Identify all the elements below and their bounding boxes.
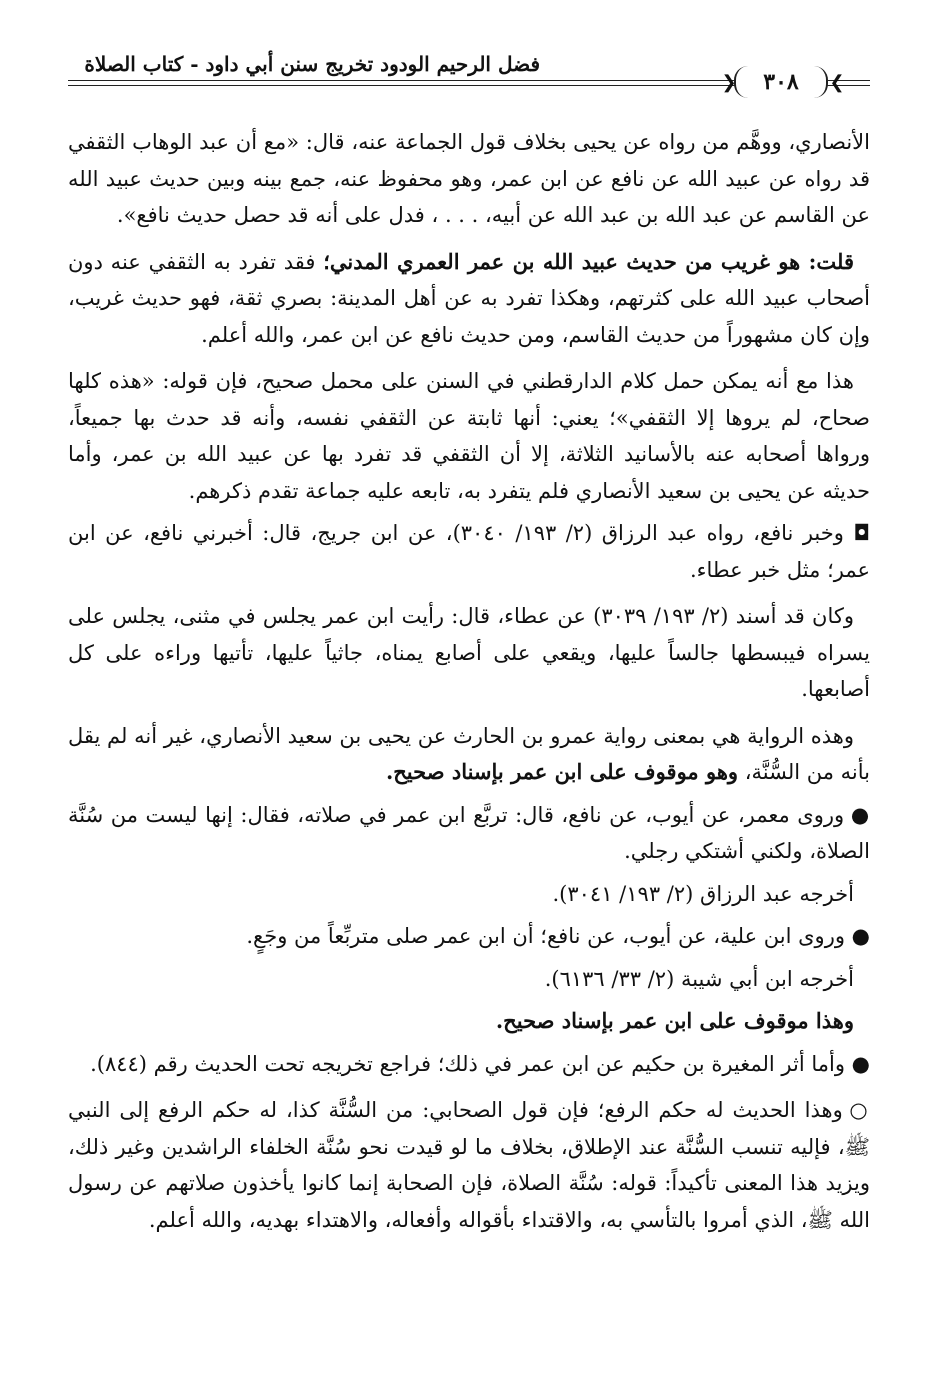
paragraph-text: وهذا الحديث له حكم الرفع؛ فإن قول الصحابي: من السُّنَّة كذا، له حكم الرفع إلى النبي ﷺ، فإليه تنسب السُّنَّة عند الإطلاق، بخلاف ما لو قيدت نحو سُنَّة الخلفاء الراشدين وغير ذلك، ويزيد هذا المعنى تأكيداً: قوله: سُنَّة الصلاة، فإن الصحابة إنما كانوا يأخذون صلاتهم عن رسول الله ﷺ، الذي أمروا بالتأسي به، والاقتداء بأقواله وأفعاله، والاهتداء بهديه، والله أعلم.	[68, 1098, 870, 1232]
paragraph-text: أخرجه عبد الرزاق (٢/ ١٩٣/ ٣٠٤١).	[552, 881, 854, 906]
paragraph-text: وأما أثر المغيرة بن حكيم عن ابن عمر في ذلك؛ فراجع تخريجه تحت الحديث رقم (٨٤٤).	[90, 1051, 852, 1076]
paragraph-text: وروى معمر، عن أيوب، عن نافع، قال: تربَّع ابن عمر في صلاته، فقال: إنها ليست من سُنَّة الصلاة، ولكني أشتكي رجلي.	[68, 802, 870, 863]
bullet-icon: ●	[851, 1051, 870, 1076]
paragraph-text: أخرجه ابن أبي شيبة (٢/ ٣٣/ ٦١٣٦).	[544, 966, 854, 991]
bullet-icon: ●	[851, 924, 870, 948]
paragraph-bold-tail: وهو موقوف على ابن عمر بإسناد صحيح.	[385, 759, 739, 784]
bullet-icon: ●	[850, 802, 871, 827]
paragraph	[68, 1003, 870, 1040]
circle-bullet-icon: ○	[849, 1098, 870, 1122]
paragraph-text: وخبر نافع، رواه عبد الرزاق (٢/ ١٩٣/ ٣٠٤٠)، عن ابن جريج، قال: أخبرني نافع، عن ابن عمر؛ مثل خبر عطاء.	[68, 521, 870, 582]
paragraph	[68, 594, 870, 708]
paragraph	[68, 797, 870, 870]
paragraph	[68, 714, 870, 791]
diamond-bullet-icon: ◘	[853, 521, 870, 545]
paragraph-text: وكان قد أسند (٢/ ١٩٣/ ٣٠٣٩) عن عطاء، قال: رأيت ابن عمر يجلس في مثنى، يجلس على يسراه فيبسطها جالساً عليها، ويقعي على أصابع يمناه، جاثياً عليها، تأتيها وراءه على كل أصابعها.	[68, 604, 871, 701]
paragraph-text: الأنصاري، ووهَّم من رواه عن يحيى بخلاف قول الجماعة عنه، قال: «مع أن عبد الوهاب الثقفي قد رواه عن عبيد الله عن نافع عن ابن عمر، وهو محفوظ عنه، جمع بينه وبين حديث عبيد الله عن القاسم عن عبد الله بن عبد الله عن أبيه، . . . ، فدل على أنه قد حصل حديث نافع».	[68, 130, 870, 227]
paragraph	[68, 1046, 870, 1083]
paragraph-text: فقد تفرد به الثقفي عنه دون أصحاب عبيد الله على كثرتهم، وهكذا تفرد به عن أهل المدينة: بصري ثقة، فهو حديث غريب، وإن كان مشهوراً من حديث القاسم، ومن حديث نافع عن ابن عمر، والله أعلم.	[68, 249, 870, 347]
paragraph-bold-lead: وهذا موقوف على ابن عمر بإسناد صحيح.	[495, 1008, 854, 1033]
paragraph-text: هذا مع أنه يمكن حمل كلام الدارقطني في السنن على محمل صحيح، فإن قوله: «هذه كلها صحاح، لم يروها إلا الثقفي»؛ يعني: أنها ثابتة عن الثقفي نفسه، وأنه قد حدث بها جميعاً، ورواها أصحابه عنه بالأسانيد الثلاثة، إلا أن الثقفي قد تفرد بها عن عبيد الله بن عمر، وأما حديثه عن يحيى بن سعيد الأنصاري فلم يتفرد به، تابعه عليه جماعة تقدم ذكرهم.	[68, 369, 870, 503]
paragraph	[68, 240, 870, 354]
paragraph	[68, 515, 870, 588]
paragraph	[68, 876, 870, 913]
main-text	[68, 124, 870, 1244]
ornament-icon: ❮	[829, 72, 845, 93]
book-title: فضل الرحيم الودود تخريج سنن أبي داود - كتاب الصلاة	[84, 52, 540, 76]
paragraph	[68, 124, 870, 234]
paragraph-text: وروى ابن علية، عن أيوب، عن نافع؛ أن ابن عمر صلى متربِّعاً من وجَعٍ.	[246, 924, 852, 948]
paragraph	[68, 961, 870, 998]
paragraph-bold-lead: قلت: هو غريب من حديث عبيد الله بن عمر العمري المدني؛	[323, 248, 854, 274]
paragraph	[68, 1088, 870, 1238]
page-number: ٣٠٨	[734, 66, 828, 98]
paragraph-text: وهذه الرواية هي بمعنى رواية عمرو بن الحارث عن يحيى بن سعيد الأنصاري، غير أنه لم يقل بأنه من السُّنَّة،	[68, 723, 870, 784]
paragraph	[68, 359, 870, 509]
paragraph	[68, 918, 870, 955]
ornament-icon: ❯	[721, 72, 737, 93]
